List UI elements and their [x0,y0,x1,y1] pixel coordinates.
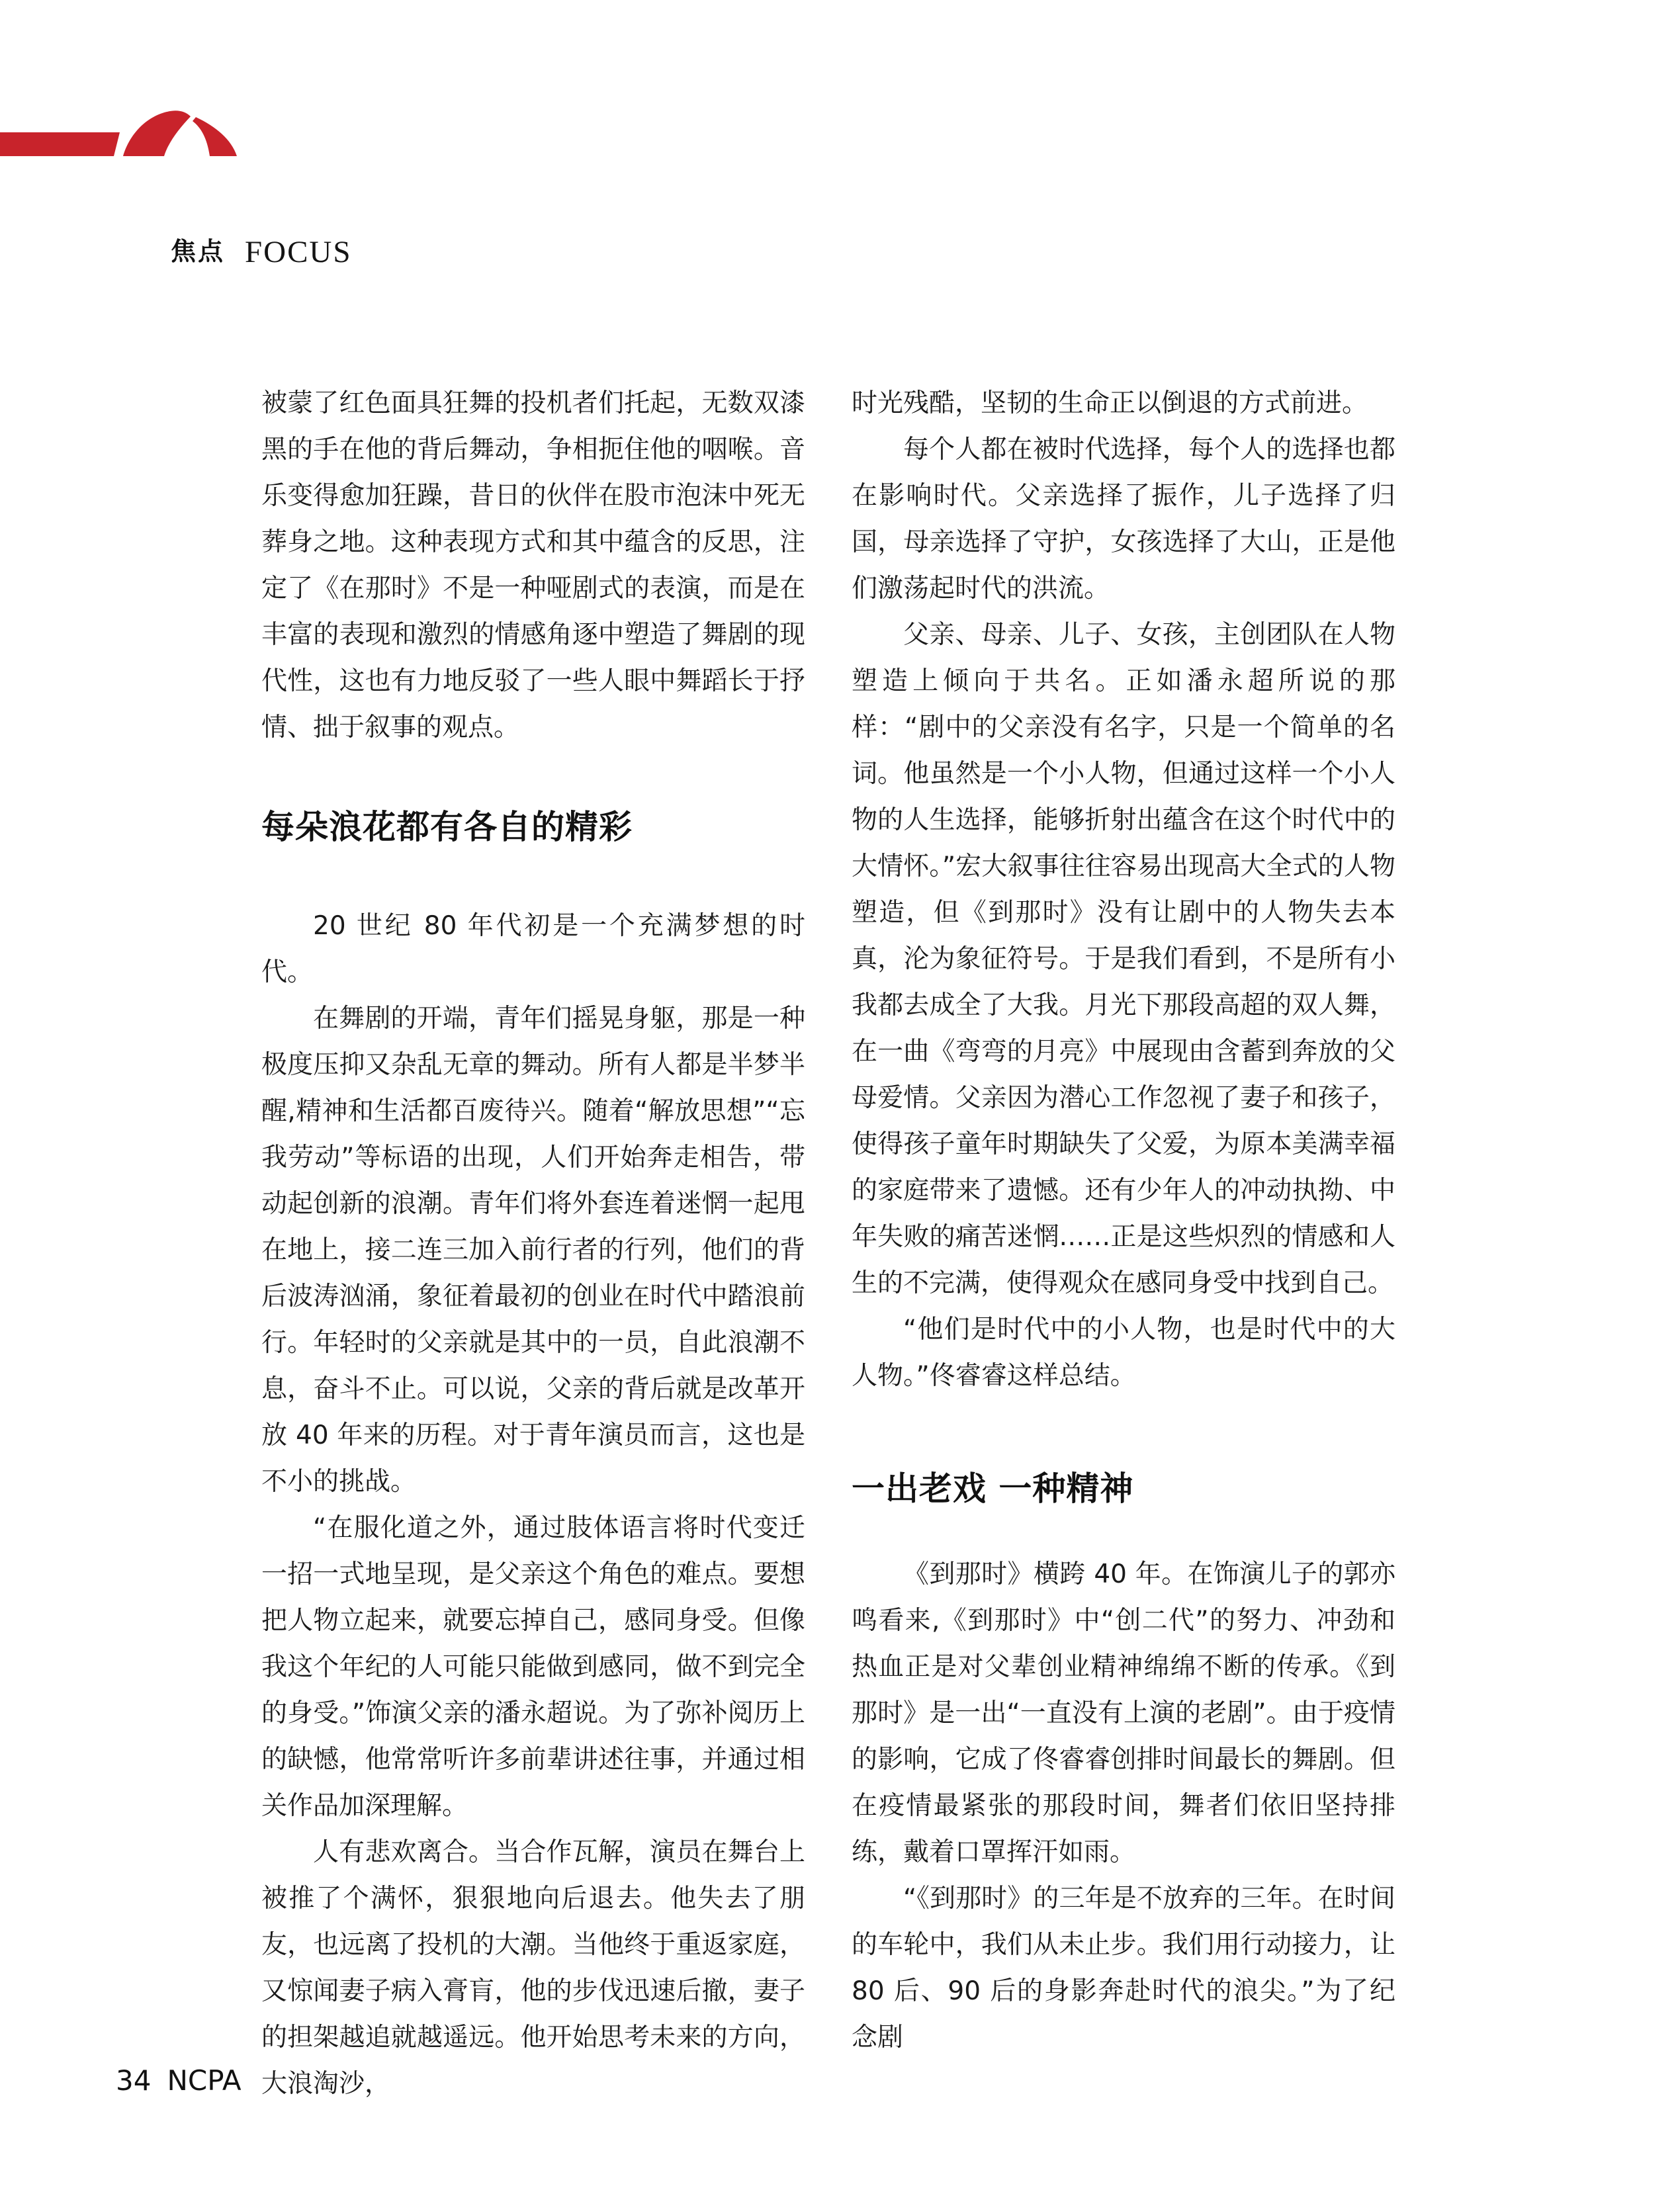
paragraph: “在服化道之外，通过肢体语言将时代变迁一招一式地呈现，是父亲这个角色的难点。要想把人物立起来，就要忘掉自己，感同身受。但像我这个年纪的人可能只能做到感同，做不到完全的身受。”饰演父亲的潘永超说。为了弥补阅历上的缺憾，他常常听许多前辈讲述往事，并通过相关作品加深理解。 [261,1513,805,1821]
focus-section-header [0,108,352,269]
paragraph: 在舞剧的开端，青年们摇晃身躯，那是一种极度压抑又杂乱无章的舞动。所有人都是半梦半醒,精神和生活都百废待兴。随着“解放思想”“忘我劳动”等标语的出现，人们开始奔走相告，带动起创新的浪潮。青年们将外套连着迷惘一起甩在地上，接二连三加入前行者的行列，他们的背后波涛汹涌，象征着最初的创业在时代中踏浪前行。年轻时的父亲就是其中的一员，自此浪潮不息，奋斗不止。可以说，父亲的背后就是改革开放 40 年来的历程。对于青年演员而言，这也是不小的挑战。 [261,1004,805,1497]
section-title-en: FOCUS [245,235,352,269]
paragraph: 父亲、母亲、儿子、女孩，主创团队在人物塑造上倾向于共名。正如潘永超所说的那样：“剧中的父亲没有名字，只是一个简单的名词。他虽然是一个小人物，但通过这样一个小人物的人生选择，能够折射出蕴含在这个时代中的大情怀。”宏大叙事往往容易出现高大全式的人物塑造，但《到那时》没有让剧中的人物失去本真，沦为象征符号。于是我们看到，不是所有小我都去成全了大我。月光下那段高超的双人舞，在一曲《弯弯的月亮》中展现由含蓄到奔放的父母爱情。父亲因为潜心工作忽视了妻子和孩子，使得孩子童年时期缺失了父爱，为原本美满幸福的家庭带来了遗憾。还有少年人的冲动执拗、中年失败的痛苦迷惘……正是这些炽烈的情感和人生的不完满，使得观众在感同身受中找到自己。 [852,620,1395,1298]
focus-swoosh-icon [0,108,344,161]
paragraph-continuation: 时光残酷，坚韧的生命正以倒退的方式前进。 [852,388,1368,418]
page-footer [116,2064,242,2097]
section-heading-waves: 每朵浪花都有各自的精彩 [261,808,633,846]
paragraph: 人有悲欢离合。当合作瓦解，演员在舞台上被推了个满怀，狠狠地向后退去。他失去了朋友，也远离了投机的大潮。当他终于重返家庭，又惊闻妻子病入膏肓，他的步伐迅速后撤，妻子的担架越追就越遥远。他开始思考未来的方向，大浪淘沙， [261,1837,805,2099]
paragraph: 20 世纪 80 年代初是一个充满梦想的时代。 [261,911,805,987]
right-column [852,380,1395,2061]
journal-code: NCPA [167,2064,242,2097]
paragraph: “《到那时》的三年是不放弃的三年。在时间的车轮中，我们从未止步。我们用行动接力，让 80 后、90 后的身影奔赴时代的浪尖。”为了纪念剧 [852,1884,1395,2052]
section-title-cn: 焦点 [171,237,226,266]
paragraph: “他们是时代中的小人物，也是时代中的大人物。”佟睿睿这样总结。 [852,1315,1395,1391]
page-number: 34 [116,2064,152,2097]
left-column [261,380,805,2107]
section-heading-old-play: 一出老戏 一种精神 [852,1469,1134,1508]
paragraph: 《到那时》横跨 40 年。在饰演儿子的郭亦鸣看来,《到那时》中“创二代”的努力、冲劲和热血正是对父辈创业精神绵绵不断的传承。《到那时》是一出“一直没有上演的老剧”。由于疫情的影响，它成了佟睿睿创排时间最长的舞剧。但在疫情最紧张的那段时间，舞者们依旧坚持排练，戴着口罩挥汗如雨。 [852,1559,1395,1867]
paragraph-continuation: 被蒙了红色面具狂舞的投机者们托起，无数双漆黑的手在他的背后舞动，争相扼住他的咽喉。音乐变得愈加狂躁，昔日的伙伴在股市泡沫中死无葬身之地。这种表现方式和其中蕴含的反思，注定了《在那时》不是一种哑剧式的表演，而是在丰富的表现和激烈的情感角逐中塑造了舞剧的现代性，这也有力地反驳了一些人眼中舞蹈长于抒情、拙于叙事的观点。 [261,388,805,742]
paragraph: 每个人都在被时代选择，每个人的选择也都在影响时代。父亲选择了振作，儿子选择了归国，母亲选择了守护，女孩选择了大山，正是他们激荡起时代的洪流。 [852,435,1395,603]
